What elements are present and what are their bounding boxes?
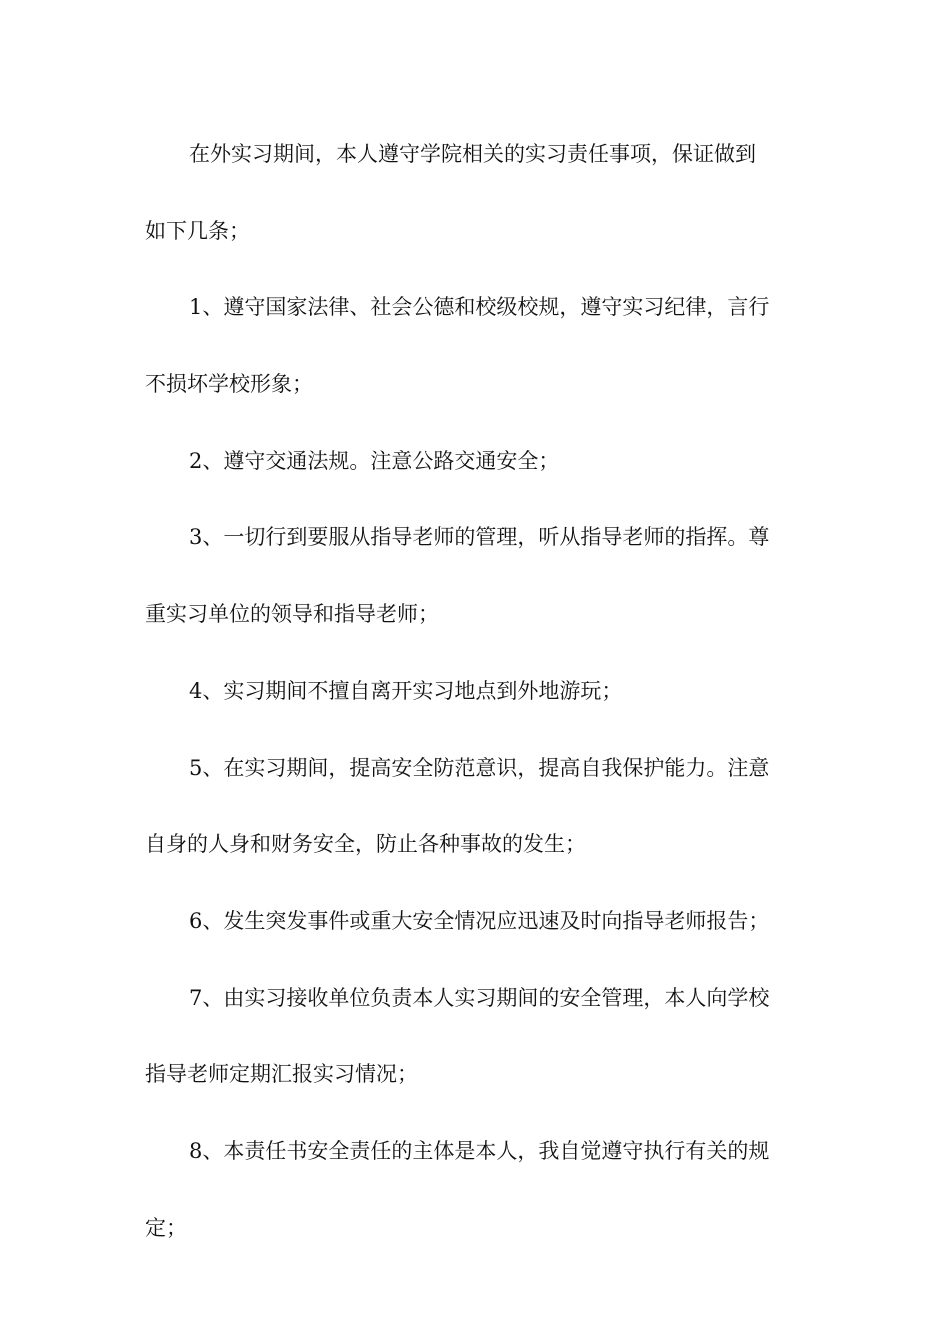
text-line: 3、一切行到要服从指导老师的管理，听从指导老师的指挥。尊 <box>189 525 770 550</box>
text-line: 7、由实习接收单位负责本人实习期间的安全管理，本人向学校 <box>189 985 770 1010</box>
text-line: 1、遵守国家法律、社会公德和校级校规，遵守实习纪律，言行 <box>189 295 770 320</box>
text-line: 8、本责任书安全责任的主体是本人，我自觉遵守执行有关的规 <box>189 1138 770 1163</box>
text-line: 5、在实习期间，提高安全防范意识，提高自我保护能力。注意 <box>189 755 770 780</box>
text-line: 自身的人身和财务安全，防止各种事故的发生； <box>145 832 586 857</box>
text-line: 2、遵守交通法规。注意公路交通安全； <box>189 448 560 473</box>
text-line: 如下几条； <box>145 218 250 243</box>
text-line: 4、实习期间不擅自离开实习地点到外地游玩； <box>189 678 623 703</box>
text-line: 重实习单位的领导和指导老师； <box>145 602 439 627</box>
text-line: 不损坏学校形象； <box>145 372 313 397</box>
text-line: 6、发生突发事件或重大安全情况应迅速及时向指导老师报告； <box>189 908 770 933</box>
text-line: 指导老师定期汇报实习情况； <box>145 1062 418 1087</box>
text-line: 定； <box>145 1215 187 1240</box>
text-line: 在外实习期间，本人遵守学院相关的实习责任事项，保证做到 <box>189 142 756 166</box>
document-body <box>145 129 807 1279</box>
